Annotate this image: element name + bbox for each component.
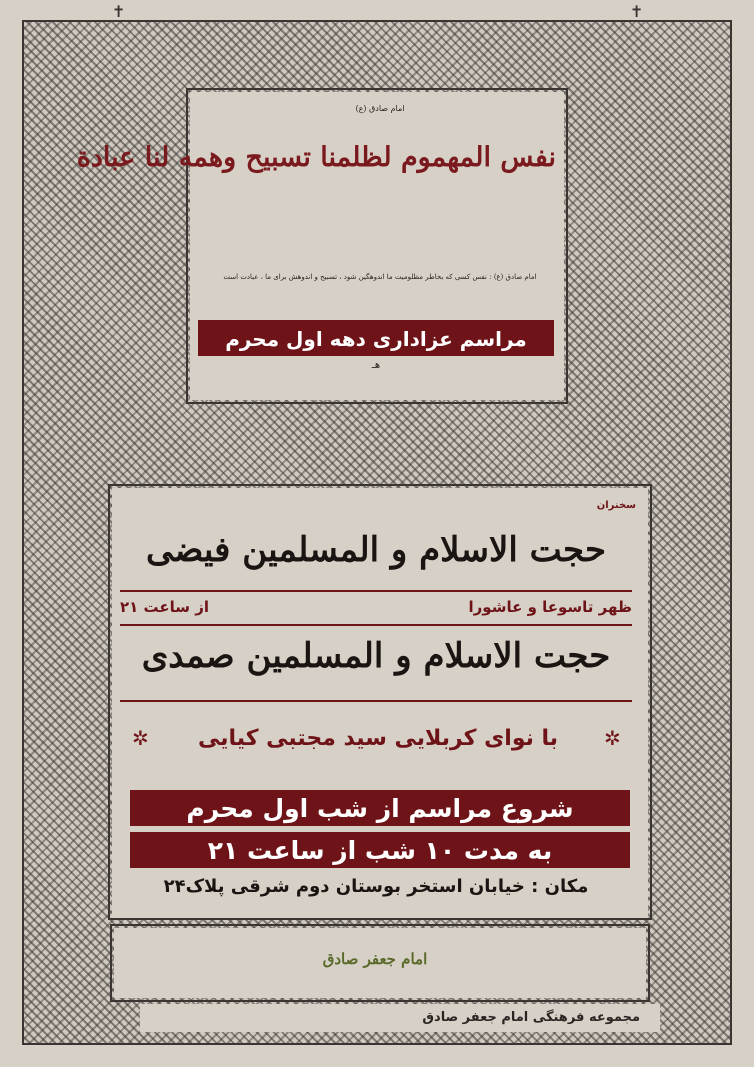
cross-ornament-right-icon: ✝	[630, 2, 644, 21]
quote-translation: امام صادق (ع) : نفس کسی که بخاطر مظلومیت ما اندوهگین شود ، تسبیح و اندوهش برای ما ، عبادت است	[223, 273, 537, 281]
start-line: شروع مراسم از شب اول محرم	[186, 794, 574, 823]
organization-logo	[320, 928, 430, 990]
reciter-line: با نوای کربلایی سید مجتبی کیایی	[197, 726, 559, 751]
speaker-1-name: حجت الاسلام و المسلمین فیضی	[146, 530, 606, 570]
duration-line: به مدت ۱۰ شب از ساعت ۲۱	[207, 836, 553, 865]
arabic-calligraphy-quote: نفس المهموم لظلمنا تسبیح وهمه لنا عبادة	[76, 142, 556, 173]
cross-ornament-left-icon: ✝	[112, 2, 126, 21]
event-title: مراسم عزاداری دهه اول محرم	[225, 327, 527, 351]
quote-attribution: امام صادق (ع)	[355, 104, 405, 113]
time-note-left: از ساعت ۲۱	[120, 598, 210, 616]
divider-line-3	[120, 700, 632, 702]
organizer-name: مجموعه فرهنگی امام جعفر صادق	[422, 1010, 640, 1025]
divider-line-1	[120, 590, 632, 592]
logo-text: امام جعفر صادق	[322, 950, 428, 968]
speakers-label: سخنران	[596, 500, 636, 511]
location-line: مکان : خیابان استخر بوستان دوم شرقی پلاک۲۴	[163, 876, 589, 897]
time-note-right: ظهر تاسوعا و عاشورا	[468, 598, 632, 616]
star-icon-left: ✲	[132, 726, 149, 750]
divider-line-2	[120, 624, 632, 626]
speaker-2-name: حجت الاسلام و المسلمین صمدی	[141, 636, 611, 676]
top-panel-border	[76, 88, 568, 404]
star-icon-right: ✲	[604, 726, 621, 750]
year-mark: هـ	[371, 360, 381, 371]
